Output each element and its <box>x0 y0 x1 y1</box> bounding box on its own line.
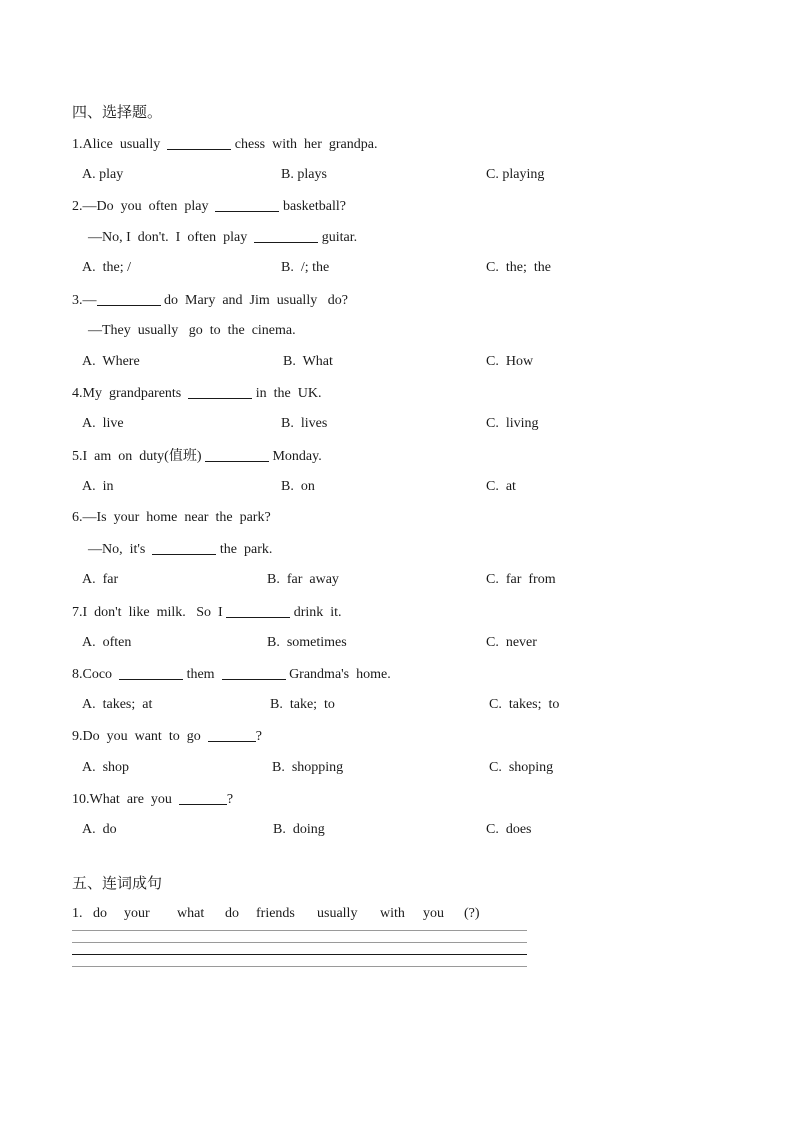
option-c[interactable]: C. far from <box>486 572 556 587</box>
word-tile: do <box>93 906 107 921</box>
question-1: 1.Alice usually chess with her grandpa. <box>72 137 378 152</box>
question-number: 3. <box>72 293 83 308</box>
question-7: 7.I don't like milk. So I drink it. <box>72 605 342 620</box>
question-number: 5. <box>72 449 83 464</box>
section-four-heading: 四、选择题。 <box>72 103 163 121</box>
option-b[interactable]: B. on <box>281 479 315 494</box>
option-b[interactable]: B. lives <box>281 416 328 431</box>
option-c[interactable]: C. at <box>486 479 516 494</box>
answer-blank[interactable] <box>152 540 216 555</box>
option-c[interactable]: C. playing <box>486 167 545 182</box>
option-b[interactable]: B. What <box>283 354 333 369</box>
option-c[interactable]: C. How <box>486 354 534 369</box>
question-3-reply: —They usually go to the cinema. <box>88 323 296 338</box>
question-2-reply: —No, I don't. I often play guitar. <box>88 230 358 245</box>
writing-line[interactable] <box>72 930 527 931</box>
writing-line[interactable] <box>72 954 527 955</box>
answer-blank[interactable] <box>215 197 279 212</box>
writing-line[interactable] <box>72 942 527 943</box>
option-a[interactable]: A. takes; at <box>82 697 153 712</box>
answer-blank[interactable] <box>97 291 161 306</box>
answer-blank[interactable] <box>205 447 269 462</box>
question-number: 7. <box>72 605 83 620</box>
option-a[interactable]: A. live <box>82 416 124 431</box>
word-tile: friends <box>256 906 295 921</box>
option-c[interactable]: C. living <box>486 416 539 431</box>
section-five-heading: 五、连词成句 <box>72 874 163 892</box>
question-number: 2. <box>72 199 83 214</box>
item-number: 1. <box>72 906 83 921</box>
question-number: 8. <box>72 667 83 682</box>
answer-blank[interactable] <box>188 384 252 399</box>
option-b[interactable]: B. far away <box>267 572 339 587</box>
option-c[interactable]: C. takes; to <box>489 697 560 712</box>
question-6: 6.—Is your home near the park? <box>72 510 271 525</box>
question-number: 6. <box>72 510 83 525</box>
option-c[interactable]: C. never <box>486 635 537 650</box>
answer-blank[interactable] <box>167 135 231 150</box>
option-a[interactable]: A. shop <box>82 760 130 775</box>
option-a[interactable]: A. the; / <box>82 260 131 275</box>
writing-line[interactable] <box>72 966 527 967</box>
question-3: 3.— do Mary and Jim usually do? <box>72 293 348 308</box>
answer-blank[interactable] <box>208 727 256 742</box>
option-a[interactable]: A. Where <box>82 354 140 369</box>
option-b[interactable]: B. take; to <box>270 697 335 712</box>
option-b[interactable]: B. shopping <box>272 760 344 775</box>
option-a[interactable]: A. in <box>82 479 114 494</box>
option-b[interactable]: B. /; the <box>281 260 330 275</box>
option-c[interactable]: C. the; the <box>486 260 551 275</box>
question-number: 9. <box>72 729 83 744</box>
word-tile: (?) <box>464 906 480 921</box>
question-5: 5.I am on duty(值班) Monday. <box>72 449 322 464</box>
word-tile: you <box>423 906 444 921</box>
question-2: 2.—Do you often play basketball? <box>72 199 346 214</box>
option-c[interactable]: C. does <box>486 822 532 837</box>
answer-blank[interactable] <box>254 228 318 243</box>
question-4: 4.My grandparents in the UK. <box>72 386 322 401</box>
question-9: 9.Do you want to go ? <box>72 729 262 744</box>
answer-blank[interactable] <box>179 790 227 805</box>
question-10: 10.What are you ? <box>72 792 234 807</box>
question-8: 8.Coco them Grandma's home. <box>72 667 391 682</box>
option-b[interactable]: B. doing <box>273 822 325 837</box>
word-tile: with <box>380 906 405 921</box>
option-b[interactable]: B. plays <box>281 167 327 182</box>
answer-blank[interactable] <box>226 603 290 618</box>
option-c[interactable]: C. shoping <box>489 760 554 775</box>
question-number: 1. <box>72 137 83 152</box>
option-b[interactable]: B. sometimes <box>267 635 347 650</box>
answer-blank[interactable] <box>119 665 183 680</box>
question-number: 4. <box>72 386 83 401</box>
word-tile: what <box>177 906 205 921</box>
option-a[interactable]: A. do <box>82 822 117 837</box>
answer-blank[interactable] <box>222 665 286 680</box>
word-tile: usually <box>317 906 358 921</box>
option-a[interactable]: A. play <box>82 167 124 182</box>
question-6-reply: —No, it's the park. <box>88 542 273 557</box>
option-a[interactable]: A. far <box>82 572 119 587</box>
word-tile: do <box>225 906 239 921</box>
option-a[interactable]: A. often <box>82 635 132 650</box>
question-number: 10. <box>72 792 90 807</box>
word-tile: your <box>124 906 150 921</box>
